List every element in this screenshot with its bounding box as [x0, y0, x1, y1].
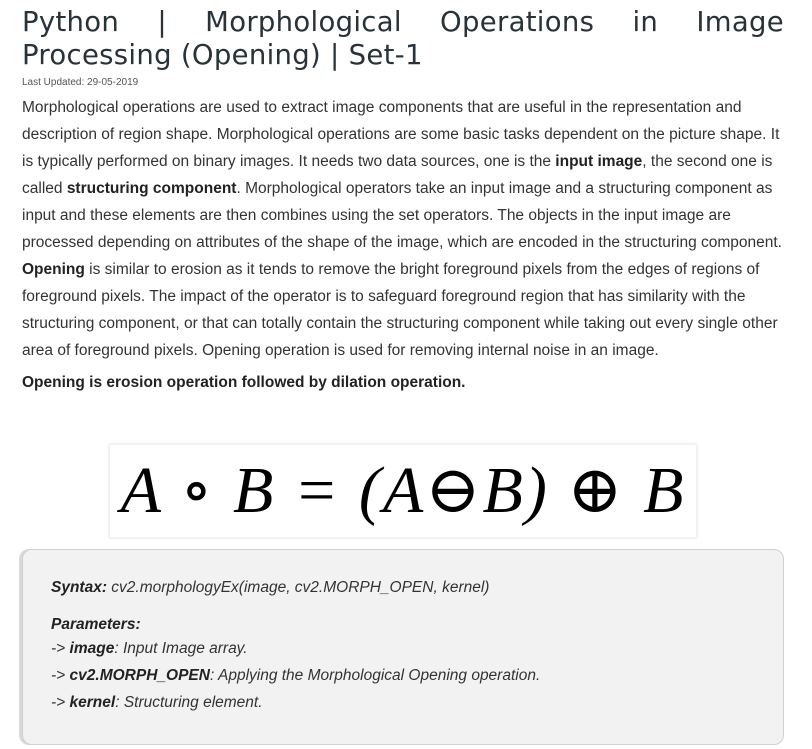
input-image-term: input image	[555, 153, 643, 170]
param-arrow: ->	[51, 667, 70, 684]
param-item	[51, 662, 755, 689]
opening-formula-image	[109, 444, 697, 538]
param-desc: : Input Image array.	[114, 640, 248, 657]
opening-text: is similar to erosion as it tends to remove the bright foreground pixels from the edges of regions of foreground pixels. The impact of the operator is to safeguard foreground region that has similarity with the structuring component, or that can totally contain the structuring component while taking out every single other area of foreground pixels. Opening operation is used for removing internal noise in an image.	[22, 261, 778, 359]
param-arrow: ->	[51, 694, 70, 711]
param-desc: : Applying the Morphological Opening operation.	[209, 667, 541, 684]
parameters-heading: Parameters:	[51, 616, 141, 633]
param-item	[51, 635, 755, 662]
intro-paragraph	[22, 94, 784, 256]
param-arrow: ->	[51, 640, 70, 657]
opening-paragraph	[22, 256, 784, 364]
intro-text-2: , the second one is called	[22, 153, 773, 197]
structuring-component-term: structuring component	[66, 180, 237, 197]
page-title: Python | Morphological Operations in Image Processing (Opening) | Set-1	[22, 6, 784, 71]
syntax-label: Syntax:	[51, 579, 107, 596]
param-name: kernel	[69, 694, 116, 711]
last-updated: Last Updated: 29-05-2019	[22, 77, 139, 88]
param-name: image	[69, 640, 115, 657]
syntax-code: cv2.morphologyEx(image, cv2.MORPH_OPEN, kernel)	[107, 579, 490, 596]
syntax-line	[51, 578, 755, 598]
summary-statement: Opening is erosion operation followed by dilation operation.	[22, 374, 466, 391]
param-name: cv2.MORPH_OPEN	[69, 667, 210, 684]
intro-text-3: . Morphological operators take an input image and a structuring component as input and these elements are then combines using the set operators. The objects in the input image are processed depending on attributes of the shape of the image, which are encoded in the structuring component.	[22, 180, 782, 251]
param-desc: : Structuring element.	[115, 694, 263, 711]
param-item	[51, 689, 755, 716]
opening-formula: A ∘ B = (A⊖B) ⊕ B	[120, 454, 686, 527]
syntax-box	[22, 549, 784, 745]
article	[22, 6, 784, 393]
opening-term: Opening	[22, 261, 85, 278]
intro-text-1: Morphological operations are used to extract image components that are useful in the representation and description of region shape. Morphological operations are some basic tasks dependent on the picture shape. It is typically performed on binary images. It needs two data sources, one is the	[22, 99, 780, 170]
